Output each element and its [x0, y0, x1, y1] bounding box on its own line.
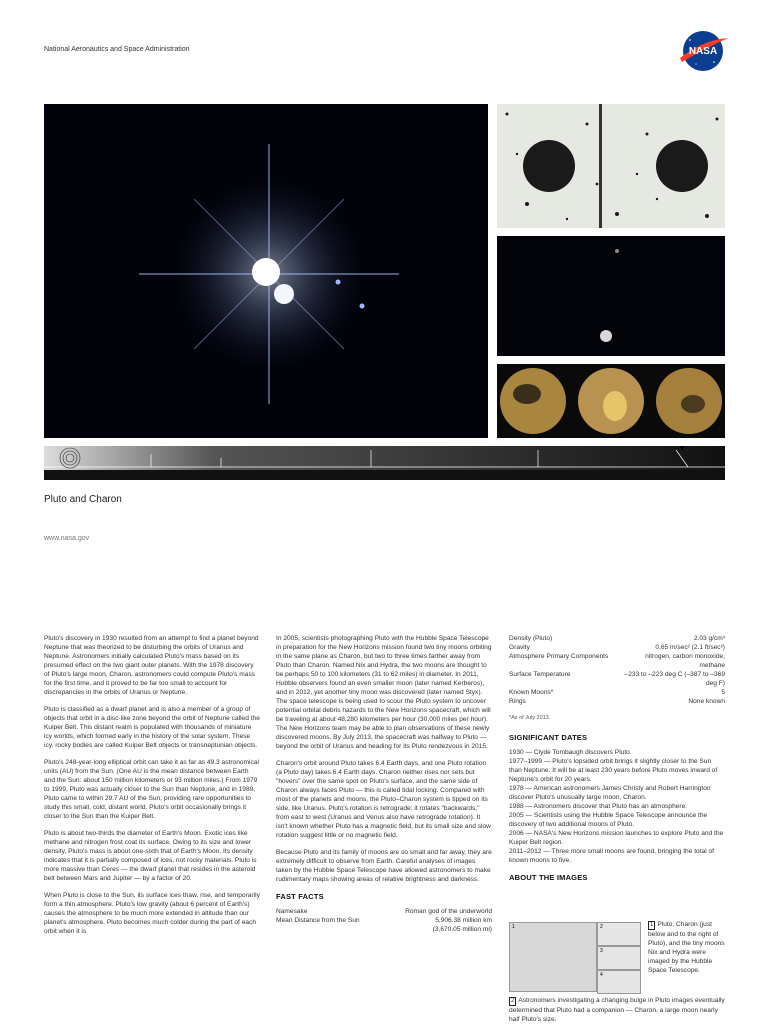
nasa-logo-text: NASA: [688, 46, 718, 57]
fast-facts-heading: FAST FACTS: [276, 892, 324, 901]
charon-body: [274, 284, 294, 304]
list-item: 2005 — Scientists using the Hubble Space Telescope announce the discovery of two additional moons of Pluto.: [509, 812, 708, 828]
fact-value: –233 to –223 deg C (–387 to –369 deg F): [624, 671, 725, 687]
paragraph: Pluto is about two-thirds the diameter of Earth's Moon. Exotic ices like methane and nitrogen frost coat its surface. Owing to its size and lower density, Pluto's mass is about one-sixth that of Earth's Moon. Its density indicates that it is partially composed of ices, not rocky materials. Pluto is more massive than Ceres — the dwarf planet that resides in the asteroid belt between Mars and Jupiter — by a factor of 20.: [44, 830, 257, 882]
fact-row: [509, 688, 725, 697]
list-item: 2006 — NASA's New Horizons mission launches to explore Pluto and the Kuiper Belt region.: [509, 830, 724, 846]
nix-moon: [336, 280, 341, 285]
fact-value: None known: [688, 698, 725, 705]
list-item: 1988 — Astronomers discover that Pluto has an atmosphere.: [509, 803, 688, 810]
image-caption-1: [648, 920, 728, 975]
fact-row: [509, 634, 725, 643]
paragraph: Pluto's 248-year-long elliptical orbit can take it as far as 49.3 astronomical units (AU) from the Sun. (One AU is the mean distance between Earth and the Sun: about 150 million kilometers or 93 million miles.) From 1979 to 1999, Pluto was actually closer to the Sun than Neptune, and in 1989, Pluto came to within 29.7 AU of the Sun, providing rare opportunities to study this small, cold, distant world. Pluto's orbit occasionally brings it closer to the Sun than the Kuiper Belt.: [44, 759, 259, 820]
page-title: Pluto and Charon: [44, 494, 122, 505]
list-item: 1977–1999 — Pluto's lopsided orbit brings it slightly closer to the Sun than Neptune. It will be at least 230 years before Pluto moves inward of Neptune's orbit for 20 years.: [509, 758, 718, 783]
fact-label: Rings: [509, 698, 526, 705]
thumbnail-3: 3: [597, 946, 641, 970]
fact-label: Gravity: [509, 644, 530, 651]
caption-text: Pluto, Charon (just below and to the right of Pluto), and the tiny moons Nix and Hydra were imaged by the Hubble Space Telescope.: [648, 921, 725, 974]
agency-name: National Aeronautics and Space Administration: [44, 46, 190, 53]
thumbnail-2: 2: [597, 922, 641, 946]
discovery-plate-image: [497, 104, 725, 228]
caption-text: Astronomers investigating a changing bulge in Pluto images eventually determined that Pluto had a companion — Charon, a large moon nearly half Pluto's size.: [509, 997, 725, 1023]
fact-row: [509, 670, 725, 688]
thumbnail-4: 4: [597, 970, 641, 994]
fact-label: Atmosphere Primary Components: [509, 653, 609, 660]
paragraph: Because Pluto and its family of moons are so small and far away, they are extremely difficult to observe from Earth. Careful analyses of images taken by the Hubble Space Telescope have allowed astronomers to make rudimentary maps showing areas of relative brightness and darkness.: [276, 849, 492, 883]
fact-row: [509, 643, 725, 652]
dates-list: [509, 748, 725, 865]
paragraph: When Pluto is close to the Sun, its surface ices thaw, rise, and temporarily form a thin atmosphere. Pluto's low gravity (about 6 percent of Earth's) causes the atmosphere to be much more extended in altitude than our planet's atmosphere. Pluto becomes much colder during the part of each orbit when it is: [44, 892, 260, 935]
pluto-surface-maps: [497, 364, 725, 438]
nasa-logo: [676, 28, 730, 74]
fact-value: 2.03 g/cm³: [693, 635, 725, 642]
image-caption-2: [509, 996, 725, 1024]
significant-dates-heading: SIGNIFICANT DATES: [509, 733, 588, 742]
paragraph: Pluto's discovery in 1930 resulted from an attempt to find a planet beyond Neptune that was theorized to be disturbing the orbits of Uranus and Neptune. Astronomers initially calculated Pluto's mass based on its presumed effect on the two giant outer planets. With the 1978 discovery of Pluto's large moon, Charon, astronomers could compute Pluto's mass for the first time, and it proved to be far too small to account for discrepancies in the orbits of Uranus or Neptune.: [44, 635, 259, 696]
fact-label: Density (Pluto): [509, 635, 553, 642]
fact-row: [509, 652, 725, 670]
about-images-heading: ABOUT THE IMAGES: [509, 873, 588, 882]
fact-value: Roman god of the underworld: [405, 908, 492, 915]
fact-value: 0.65 m/sec² (2.1 ft/sec²): [655, 644, 725, 651]
fact-label: Namesake: [276, 908, 308, 915]
paragraph: In 2005, scientists photographing Pluto with the Hubble Space Telescope in preparation for the New Horizons mission found two tiny moons orbiting in the same plane as Charon, but two to three times farther away from Pluto than Charon. Named Nix and Hydra, the two moons are thought to be perhaps 50 to 100 kilometers (31 to 62 miles) in diameter. In 2011, Hubble observers found an even smaller moon (later named Kerberos), and in 2012, yet another tiny moon was discovered (later named Styx). The space telescope is being used to scour the Pluto system to uncover potential orbital debris hazards to the New Horizons spacecraft, which will be traveling at about 48,280 kilometers per hour (30,000 miles per hour). The New Horizons team may be able to plan observations of these newly discovered moons. By July 2013, the spacecraft was halfway to Pluto — beyond the orbit of Uranus and heading for its Pluto rendezvous in 2015.: [276, 635, 492, 750]
thumbnail-1: 1: [509, 922, 597, 992]
fact-label: Known Moons*: [509, 689, 554, 696]
pluto-charon-image: [497, 236, 725, 356]
website-link[interactable]: www.nasa.gov: [44, 535, 90, 542]
fact-value: nitrogen, carbon monoxide, methane: [645, 653, 725, 669]
fact-value: 5,906.38 million km: [435, 917, 492, 924]
fact-label: Surface Temperature: [509, 671, 571, 678]
fact-row: [509, 697, 725, 706]
column-3: [509, 634, 725, 888]
fact-row: [276, 925, 492, 934]
column-1: [44, 634, 260, 944]
caption-number: 2: [511, 998, 515, 1004]
hydra-moon: [360, 304, 365, 309]
fact-label: Mean Distance from the Sun: [276, 917, 360, 924]
caption-number: 1: [650, 922, 654, 928]
fact-value: 5: [721, 689, 725, 696]
image-key: [509, 922, 643, 992]
list-item: 2011–2012 — Three more small moons are found, bringing the total of known moons to five.: [509, 848, 715, 864]
paragraph: Pluto is classified as a dwarf planet and is also a member of a group of objects that orbit in a disc-like zone beyond the orbit of Neptune called the Kuiper Belt. This distant realm is populated with thousands of miniature icy worlds, which formed early in the history of the solar system. These icy, rocky bodies are called Kuiper Belt objects or transneptunian objects.: [44, 706, 260, 749]
column-2: [276, 634, 492, 934]
pluto-body: [252, 258, 280, 286]
fact-value: (3,670.05 million mi): [432, 926, 492, 933]
list-item: 1978 — American astronomers James Christy and Robert Harrington discover Pluto's unusually large moon, Charon.: [509, 785, 711, 801]
distance-scale-bar: [44, 446, 725, 480]
footnote: *As of July 2013.: [509, 715, 551, 721]
hubble-pluto-image: [44, 104, 488, 438]
paragraph: Charon's orbit around Pluto takes 6.4 Earth days, and one Pluto rotation (a Pluto day) takes 6.4 Earth days. Charon neither rises nor sets but "hovers" over the same spot on Pluto's surface, and the same side of Charon always faces Pluto — this is called tidal locking. Compared with most of the planets and moons, the Pluto–Charon system is tipped on its side, like Uranus. Pluto's rotation is retrograde: it rotates "backwards," from east to west (Uranus and Venus also have retrograde rotation). It isn't known whether Pluto has a magnetic field, but its small size and slow rotation suggest little or no magnetic field.: [276, 760, 491, 839]
list-item: 1930 — Clyde Tombaugh discovers Pluto.: [509, 749, 632, 756]
fact-row: [276, 916, 492, 925]
fact-row: [276, 907, 492, 916]
